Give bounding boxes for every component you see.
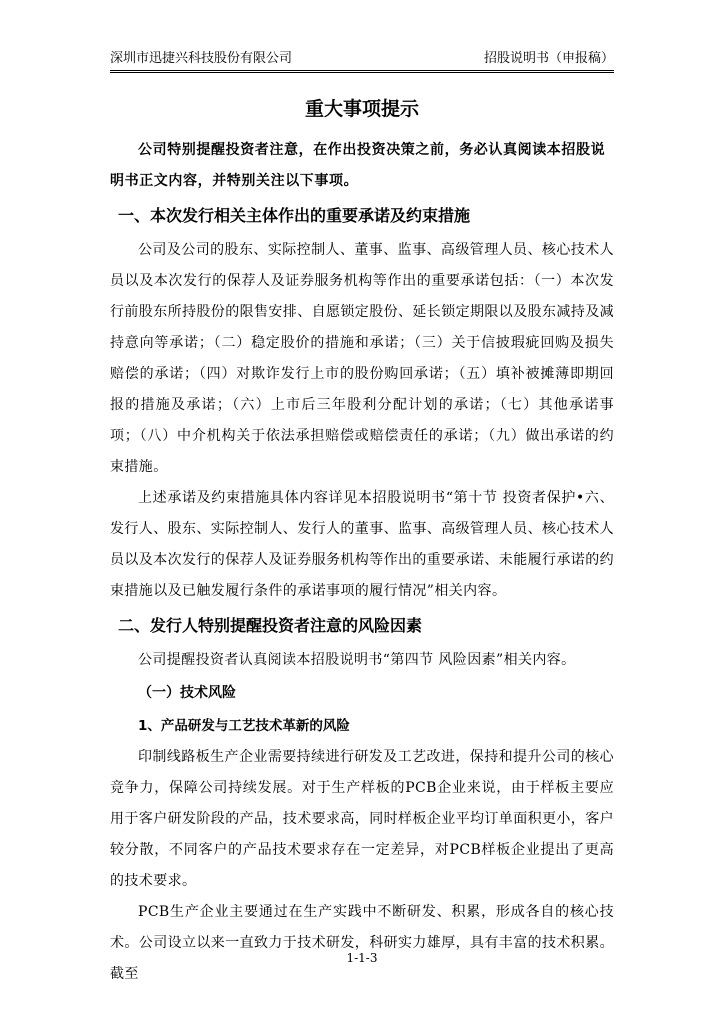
section1-paragraph: 公司及公司的股东、实际控制人、董事、监事、高级管理人员、核心技术人员以及本次发行的保荐人及证券服务机构等作出的重要承诺包括：（一）本次发行前股东所持股份的限售安排、自愿锁定股份、延长锁定期限以及股东减持及减持意向等承诺；（二）稳定股价的措施和承诺；（三）关于信披瑕疵回购及损失赔偿的承诺；（四）对欺诈发行上市的股份购回承诺；（五）填补被摊薄即期回报的措施及承诺；（六）上市后三年股利分配计划的承诺；（七）其他承诺事项；（八）中介机构关于依法承担赔偿或赔偿责任的承诺；（九）做出承诺的约束措施。 <box>110 242 614 475</box>
section2-heading: 二、发行人特别提醒投资者注意的风险因素 <box>118 616 423 635</box>
risk-paragraph: PCB生产企业主要通过在生产实践中不断研发、积累，形成各自的核心技术。公司设立以来一直致力于技术研发，科研实力雄厚，具有丰富的技术积累。截至 <box>110 904 614 982</box>
header-document-type: 招股说明书（申报稿） <box>483 51 614 66</box>
section1-paragraph: 上述承诺及约束措施具体内容详见本招股说明书“第十节 投资者保护•六、发行人、股东、实际控制人、发行人的董事、监事、高级管理人员、核心技术人员以及本次发行的保荐人及证券服务机构等作出的重要承诺、未能履行承诺的约束措施以及已触发履行条件的承诺事项的履行情况”相关内容。 <box>110 490 614 599</box>
risk-paragraph: 印制线路板生产企业需要持续进行研发及工艺改进，保持和提升公司的核心竞争力，保障公司持续发展。对于生产样板的PCB企业来说，由于样板主要应用于客户研发阶段的产品，技术要求高，同时样板企业平均订单面积更小，客户较分散，不同客户的产品技术要求存在一定差异，对PCB样板企业提出了更高的技术要求。 <box>110 749 614 889</box>
header-rule-secondary <box>110 72 614 73</box>
subsubsection-heading: 1、产品研发与工艺技术革新的风险 <box>138 718 350 734</box>
header-company-name: 深圳市迅捷兴科技股份有限公司 <box>110 51 293 66</box>
page-title: 重大事项提示 <box>304 98 419 120</box>
intro-notice: 公司特别提醒投资者注意，在作出投资决策之前，务必认真阅读本招股说明书正文内容，并特别关注以下事项。 <box>110 142 606 189</box>
page-header <box>110 50 614 68</box>
page-number: 1-1-3 <box>346 951 378 965</box>
subsection-heading: （一）技术风险 <box>138 685 236 701</box>
section1-heading: 一、本次发行相关主体作出的重要承诺及约束措施 <box>118 206 471 225</box>
document-body <box>110 135 614 990</box>
section2-paragraph: 公司提醒投资者认真阅读本招股说明书“第四节 风险因素”相关内容。 <box>138 652 576 668</box>
header-rule <box>110 70 614 71</box>
